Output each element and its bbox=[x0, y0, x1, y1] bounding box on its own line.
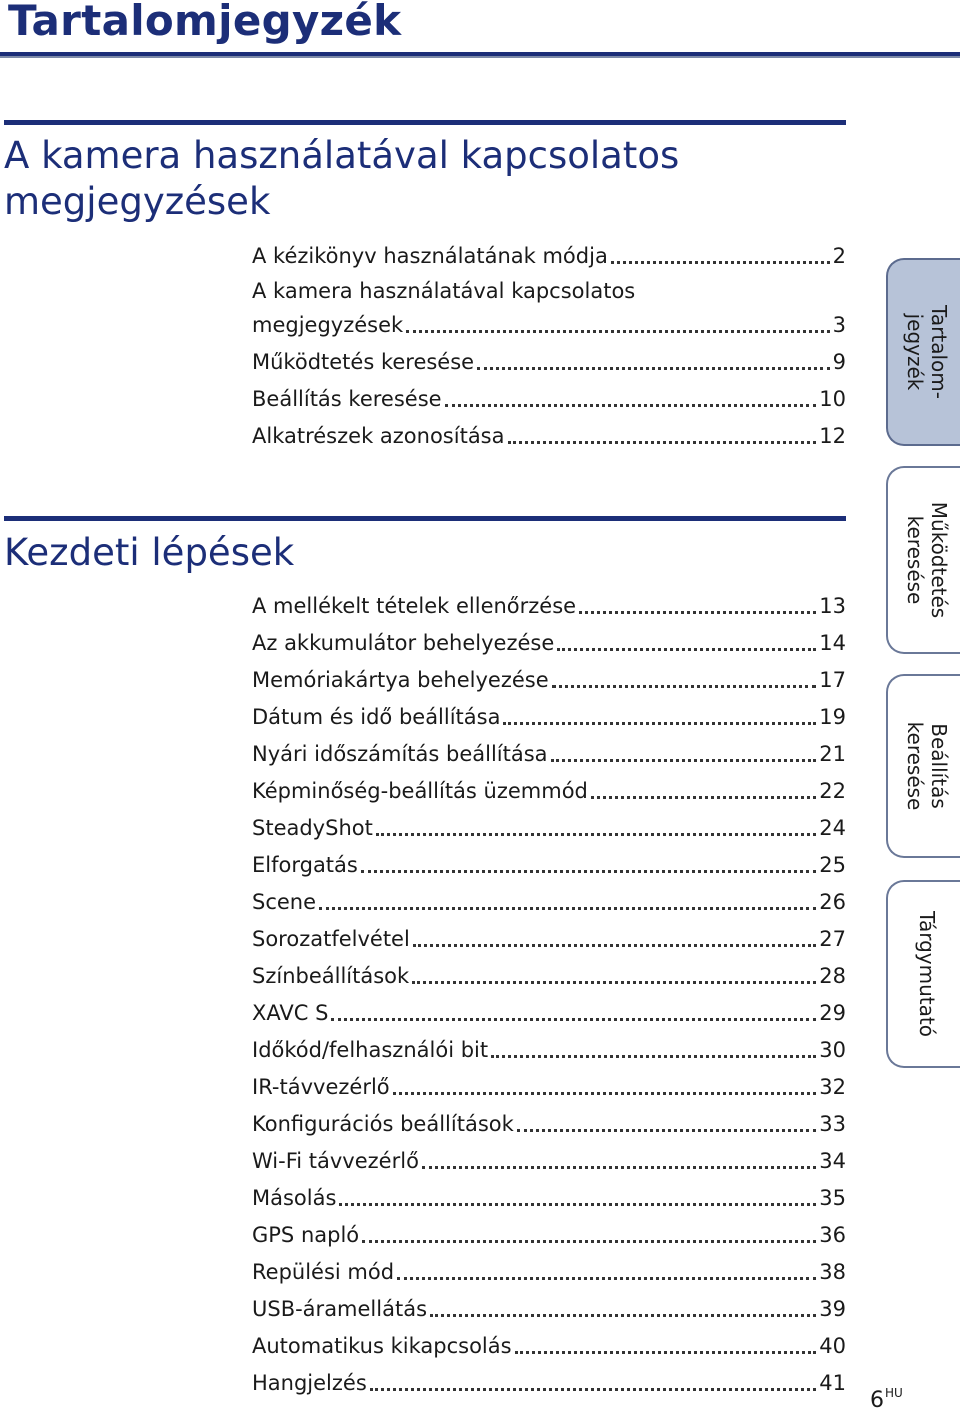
toc-entry-label: Konfigurációs beállítások bbox=[252, 1112, 514, 1136]
dot-leader bbox=[393, 1092, 817, 1095]
toc-entry-page: 40 bbox=[819, 1334, 846, 1358]
toc-entry[interactable] bbox=[252, 344, 846, 381]
dot-leader bbox=[551, 759, 817, 762]
toc-entry-page: 10 bbox=[819, 387, 846, 411]
tab-contents-label: Tartalom- jegyzék bbox=[903, 305, 951, 399]
toc-entry[interactable] bbox=[252, 1291, 846, 1328]
dot-leader bbox=[552, 685, 817, 688]
toc-entry-page: 27 bbox=[819, 927, 846, 951]
dot-leader bbox=[445, 404, 817, 407]
dot-leader bbox=[397, 1277, 816, 1280]
toc-entry-label: Beállítás keresése bbox=[252, 387, 442, 411]
toc-entry[interactable] bbox=[252, 588, 846, 625]
toc-entry-page: 26 bbox=[819, 890, 846, 914]
page-title: Tartalomjegyzék bbox=[8, 0, 402, 45]
section-rule bbox=[4, 516, 846, 521]
section-heading: Kezdeti lépések bbox=[4, 531, 295, 574]
toc-entry[interactable] bbox=[252, 1328, 846, 1365]
dot-leader bbox=[361, 870, 816, 873]
toc-entry-page: 33 bbox=[819, 1112, 846, 1136]
toc-entry-page: 21 bbox=[819, 742, 846, 766]
dot-leader bbox=[412, 981, 816, 984]
toc-entry[interactable] bbox=[252, 1254, 846, 1291]
toc-entry[interactable] bbox=[252, 625, 846, 662]
dot-leader bbox=[579, 611, 816, 614]
toc-entry-page: 36 bbox=[819, 1223, 846, 1247]
dot-leader bbox=[477, 367, 830, 370]
toc-list-notes bbox=[252, 238, 846, 455]
toc-entry[interactable] bbox=[252, 958, 846, 995]
toc-entry-page: 39 bbox=[819, 1297, 846, 1321]
toc-entry-page: 14 bbox=[819, 631, 846, 655]
toc-entry-label: megjegyzések bbox=[252, 313, 404, 337]
toc-entry-page: 12 bbox=[819, 424, 846, 448]
toc-entry-page: 28 bbox=[819, 964, 846, 988]
toc-entry[interactable] bbox=[252, 381, 846, 418]
toc-entry[interactable] bbox=[252, 1365, 846, 1402]
toc-entry-label: SteadyShot bbox=[252, 816, 373, 840]
toc-entry[interactable] bbox=[252, 995, 846, 1032]
toc-entry[interactable] bbox=[252, 773, 846, 810]
title-rule-shadow bbox=[0, 56, 960, 58]
toc-entry-page: 35 bbox=[819, 1186, 846, 1210]
toc-entry-label: A kézikönyv használatának módja bbox=[252, 244, 608, 268]
dot-leader bbox=[362, 1240, 816, 1243]
dot-leader bbox=[557, 648, 816, 651]
toc-entry[interactable] bbox=[252, 884, 846, 921]
toc-entry[interactable] bbox=[252, 662, 846, 699]
toc-entry-label: Elforgatás bbox=[252, 853, 358, 877]
dot-leader bbox=[515, 1351, 817, 1354]
toc-entry-page: 13 bbox=[819, 594, 846, 618]
toc-entry-page: 24 bbox=[819, 816, 846, 840]
toc-entry-page: 17 bbox=[819, 668, 846, 692]
tab-settings-search-label: Beállítás keresése bbox=[903, 721, 951, 811]
dot-leader bbox=[503, 722, 816, 725]
toc-entry[interactable] bbox=[252, 1032, 846, 1069]
toc-entry-page: 34 bbox=[819, 1149, 846, 1173]
toc-entry-label: Dátum és idő beállítása bbox=[252, 705, 501, 729]
toc-entry[interactable] bbox=[252, 1143, 846, 1180]
dot-leader bbox=[591, 796, 816, 799]
toc-entry-page: 9 bbox=[832, 350, 846, 374]
toc-entry-page: 2 bbox=[832, 244, 846, 268]
toc-entry-page: 25 bbox=[819, 853, 846, 877]
dot-leader bbox=[508, 441, 817, 444]
toc-entry-page: 22 bbox=[819, 779, 846, 803]
toc-entry-label: Hangjelzés bbox=[252, 1371, 367, 1395]
dot-leader bbox=[413, 944, 816, 947]
toc-entry-label: IR-távvezérlő bbox=[252, 1075, 390, 1099]
toc-entry-label: XAVC S bbox=[252, 1001, 329, 1025]
dot-leader bbox=[611, 261, 830, 264]
tab-index[interactable] bbox=[886, 880, 960, 1068]
toc-entry-label: Memóriakártya behelyezése bbox=[252, 668, 549, 692]
toc-entry[interactable] bbox=[252, 736, 846, 773]
dot-leader bbox=[376, 833, 816, 836]
toc-entry[interactable] bbox=[252, 307, 846, 344]
toc-entry-label: Scene bbox=[252, 890, 317, 914]
toc-entry-label: Automatikus kikapcsolás bbox=[252, 1334, 512, 1358]
toc-entry-label: A kamera használatával kapcsolatos bbox=[252, 279, 636, 303]
toc-entry-page: 19 bbox=[819, 705, 846, 729]
toc-entry-page: 29 bbox=[819, 1001, 846, 1025]
toc-entry-page: 3 bbox=[832, 313, 846, 337]
dot-leader bbox=[406, 330, 829, 333]
toc-entry-label: GPS napló bbox=[252, 1223, 360, 1247]
toc-entry-label: Színbeállítások bbox=[252, 964, 410, 988]
tab-operation-search-label: Működtetés keresése bbox=[903, 501, 951, 619]
toc-entry-page: 41 bbox=[819, 1371, 846, 1395]
toc-entry-label: Működtetés keresése bbox=[252, 350, 475, 374]
toc-entry-page: 32 bbox=[819, 1075, 846, 1099]
toc-entry-label: A mellékelt tételek ellenőrzése bbox=[252, 594, 577, 618]
toc-entry-page: 38 bbox=[819, 1260, 846, 1284]
toc-entry[interactable] bbox=[252, 1217, 846, 1254]
toc-entry-label: Képminőség-beállítás üzemmód bbox=[252, 779, 588, 803]
toc-entry[interactable] bbox=[252, 810, 846, 847]
toc-entry-label: Másolás bbox=[252, 1186, 337, 1210]
toc-entry-label: Wi-Fi távvezérlő bbox=[252, 1149, 419, 1173]
tab-index-label: Tárgymutató bbox=[915, 911, 939, 1037]
toc-entry-label: Alkatrészek azonosítása bbox=[252, 424, 505, 448]
dot-leader bbox=[430, 1314, 816, 1317]
toc-entry[interactable] bbox=[252, 1106, 846, 1143]
toc-entry-label: Repülési mód bbox=[252, 1260, 395, 1284]
dot-leader bbox=[491, 1055, 816, 1058]
toc-entry[interactable] bbox=[252, 699, 846, 736]
toc-list-getting-started bbox=[252, 588, 846, 1402]
page-number-value: 6 bbox=[870, 1388, 884, 1413]
tab-operation-search[interactable] bbox=[886, 466, 960, 654]
dot-leader bbox=[339, 1203, 816, 1206]
toc-entry-label: USB-áramellátás bbox=[252, 1297, 428, 1321]
toc-entry-label: Nyári időszámítás beállítása bbox=[252, 742, 548, 766]
toc-entry[interactable] bbox=[252, 418, 846, 455]
tab-contents[interactable] bbox=[886, 258, 960, 446]
dot-leader bbox=[319, 907, 816, 910]
toc-entry[interactable] bbox=[252, 275, 846, 307]
section-rule bbox=[4, 120, 846, 125]
toc-entry-label: Időkód/felhasználói bit bbox=[252, 1038, 489, 1062]
dot-leader bbox=[422, 1166, 816, 1169]
dot-leader bbox=[370, 1388, 816, 1391]
section-heading: A kamera használatával kapcsolatos megjegyzések bbox=[4, 134, 680, 223]
page-number bbox=[870, 1386, 903, 1413]
tab-settings-search[interactable] bbox=[886, 674, 960, 858]
toc-entry[interactable] bbox=[252, 238, 846, 275]
page-number-suffix: HU bbox=[885, 1386, 903, 1400]
toc-entry[interactable] bbox=[252, 1180, 846, 1217]
toc-entry[interactable] bbox=[252, 921, 846, 958]
toc-entry-page: 30 bbox=[819, 1038, 846, 1062]
toc-entry[interactable] bbox=[252, 1069, 846, 1106]
dot-leader bbox=[331, 1018, 816, 1021]
toc-entry[interactable] bbox=[252, 847, 846, 884]
toc-entry-label: Sorozatfelvétel bbox=[252, 927, 410, 951]
dot-leader bbox=[517, 1129, 816, 1132]
toc-entry-label: Az akkumulátor behelyezése bbox=[252, 631, 555, 655]
